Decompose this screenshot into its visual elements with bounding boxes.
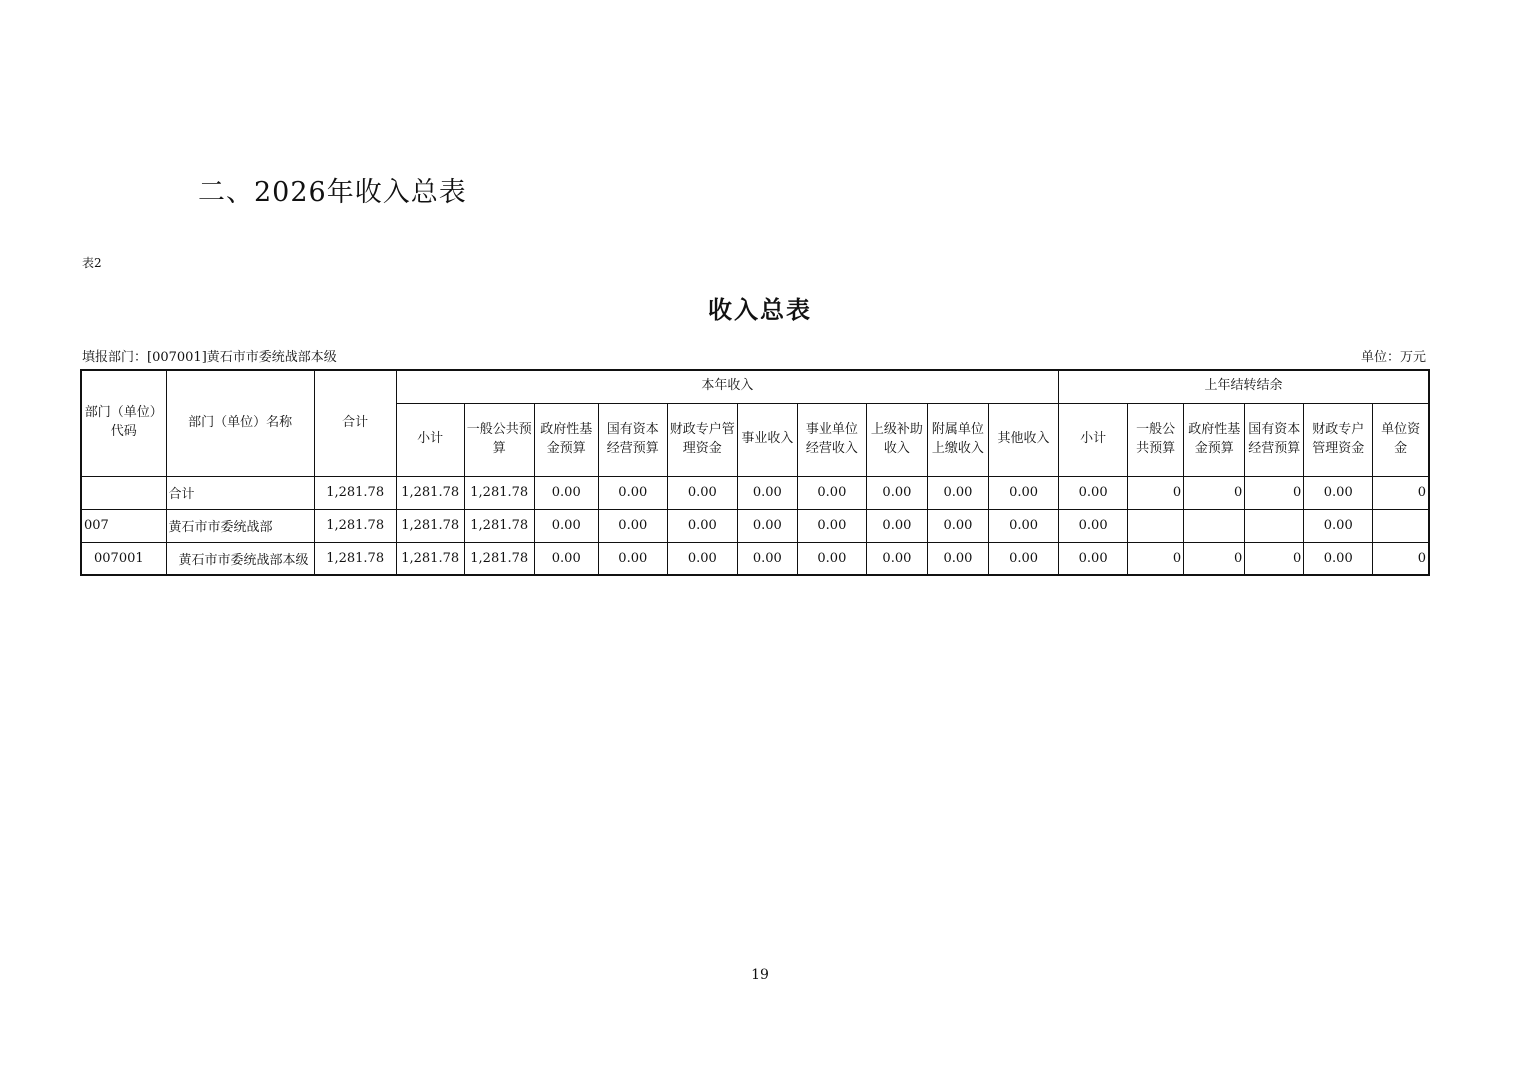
reporting-department: 填报部门：[007001]黄石市市委统战部本级 bbox=[82, 350, 337, 365]
cell-current: 0.00 bbox=[737, 542, 797, 575]
cell-current: 0.00 bbox=[988, 476, 1058, 509]
header-total: 合计 bbox=[314, 370, 396, 476]
cell-prior: 0.00 bbox=[1059, 509, 1128, 542]
table-title: 收入总表 bbox=[708, 295, 812, 324]
header-current-col: 上级补助收入 bbox=[866, 403, 927, 476]
cell-current: 0.00 bbox=[667, 509, 737, 542]
cell-prior: 0 bbox=[1128, 542, 1184, 575]
cell-current: 0.00 bbox=[988, 509, 1058, 542]
cell-current: 0.00 bbox=[797, 509, 866, 542]
cell-current: 0.00 bbox=[534, 476, 598, 509]
cell-prior: 0 bbox=[1373, 542, 1429, 575]
cell-code bbox=[81, 476, 166, 509]
cell-total: 1,281.78 bbox=[314, 542, 396, 575]
header-current-col: 其他收入 bbox=[988, 403, 1058, 476]
cell-current: 0.00 bbox=[598, 509, 667, 542]
cell-current: 0.00 bbox=[797, 542, 866, 575]
header-current-col: 国有资本经营预算 bbox=[598, 403, 667, 476]
cell-current: 1,281.78 bbox=[464, 542, 534, 575]
cell-current: 0.00 bbox=[534, 509, 598, 542]
cell-current: 0.00 bbox=[988, 542, 1058, 575]
section-heading: 二、2026年收入总表 bbox=[198, 177, 467, 208]
header-current-col: 小计 bbox=[396, 403, 464, 476]
cell-prior bbox=[1245, 509, 1304, 542]
header-prior-col: 单位资金 bbox=[1373, 403, 1429, 476]
income-summary-table bbox=[80, 369, 1430, 576]
header-current-col: 事业收入 bbox=[737, 403, 797, 476]
header-current-col: 一般公共预算 bbox=[464, 403, 534, 476]
cell-current: 0.00 bbox=[927, 509, 988, 542]
header-current-col: 政府性基金预算 bbox=[534, 403, 598, 476]
header-group-current-income: 本年收入 bbox=[396, 370, 1058, 403]
table-number: 表2 bbox=[82, 256, 102, 270]
table-row-department bbox=[81, 509, 1429, 542]
cell-current: 0.00 bbox=[797, 476, 866, 509]
header-code: 部门（单位）代码 bbox=[81, 370, 166, 476]
cell-prior: 0 bbox=[1373, 476, 1429, 509]
cell-current: 1,281.78 bbox=[396, 476, 464, 509]
cell-current: 0.00 bbox=[598, 542, 667, 575]
cell-prior: 0 bbox=[1245, 542, 1304, 575]
cell-prior: 0 bbox=[1184, 476, 1245, 509]
header-prior-col: 小计 bbox=[1059, 403, 1128, 476]
header-row-groups bbox=[81, 370, 1429, 403]
cell-current: 1,281.78 bbox=[396, 542, 464, 575]
cell-prior: 0.00 bbox=[1059, 476, 1128, 509]
page-number: 19 bbox=[751, 967, 769, 983]
cell-current: 0.00 bbox=[534, 542, 598, 575]
cell-current: 1,281.78 bbox=[464, 509, 534, 542]
cell-prior: 0.00 bbox=[1304, 509, 1373, 542]
cell-current: 1,281.78 bbox=[464, 476, 534, 509]
cell-prior: 0 bbox=[1128, 476, 1184, 509]
cell-prior bbox=[1184, 509, 1245, 542]
header-current-col: 附属单位上缴收入 bbox=[927, 403, 988, 476]
header-name: 部门（单位）名称 bbox=[166, 370, 314, 476]
cell-current: 1,281.78 bbox=[396, 509, 464, 542]
cell-prior bbox=[1373, 509, 1429, 542]
cell-total: 1,281.78 bbox=[314, 509, 396, 542]
unit-label: 单位：万元 bbox=[1360, 350, 1426, 365]
cell-name: 黄石市市委统战部本级 bbox=[166, 542, 314, 575]
header-prior-col: 一般公共预算 bbox=[1128, 403, 1184, 476]
cell-current: 0.00 bbox=[927, 476, 988, 509]
cell-prior: 0.00 bbox=[1059, 542, 1128, 575]
cell-current: 0.00 bbox=[737, 509, 797, 542]
cell-prior: 0.00 bbox=[1304, 476, 1373, 509]
cell-current: 0.00 bbox=[667, 476, 737, 509]
cell-current: 0.00 bbox=[737, 476, 797, 509]
header-current-col: 事业单位经营收入 bbox=[797, 403, 866, 476]
cell-current: 0.00 bbox=[866, 509, 927, 542]
header-current-col: 财政专户管理资金 bbox=[667, 403, 737, 476]
cell-total: 1,281.78 bbox=[314, 476, 396, 509]
cell-prior bbox=[1128, 509, 1184, 542]
cell-current: 0.00 bbox=[598, 476, 667, 509]
table-row-unit bbox=[81, 542, 1429, 575]
header-group-prior-carryover: 上年结转结余 bbox=[1059, 370, 1429, 403]
cell-prior: 0 bbox=[1184, 542, 1245, 575]
cell-code: 007 bbox=[81, 509, 166, 542]
cell-current: 0.00 bbox=[667, 542, 737, 575]
cell-current: 0.00 bbox=[927, 542, 988, 575]
cell-name: 黄石市市委统战部 bbox=[166, 509, 314, 542]
cell-prior: 0.00 bbox=[1304, 542, 1373, 575]
header-prior-col: 财政专户管理资金 bbox=[1304, 403, 1373, 476]
cell-name: 合计 bbox=[166, 476, 314, 509]
cell-current: 0.00 bbox=[866, 476, 927, 509]
header-prior-col: 政府性基金预算 bbox=[1184, 403, 1245, 476]
cell-code: 007001 bbox=[81, 542, 166, 575]
cell-prior: 0 bbox=[1245, 476, 1304, 509]
header-prior-col: 国有资本经营预算 bbox=[1245, 403, 1304, 476]
cell-current: 0.00 bbox=[866, 542, 927, 575]
table-row-total bbox=[81, 476, 1429, 509]
